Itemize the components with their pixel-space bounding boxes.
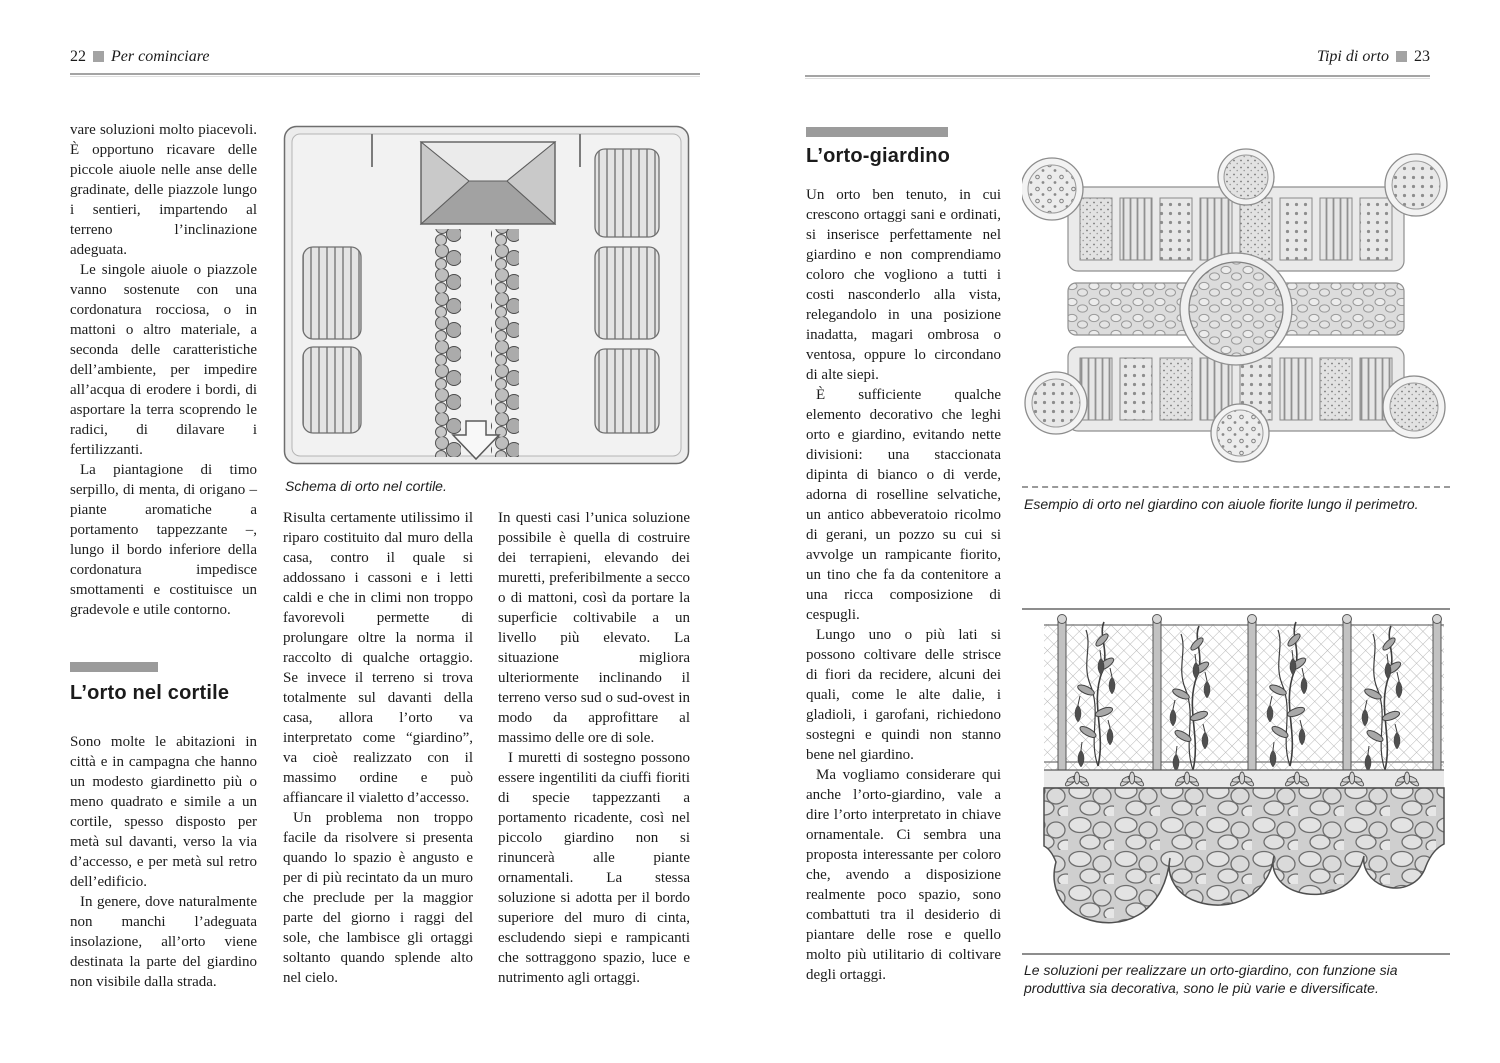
left-column-cortile — [70, 732, 257, 992]
paragraph: Ma vogliamo considerare qui anche l’orto-giardino, vale a dire l’orto interpretato in chiave ornamentale. Ci sembra una proposta interessante per coloro che, avendo a disposizione realmente poco spazio, sono combattuti tra il desiderio di piantare delle rose e quello molto più utilitario di coltivare degli ortaggi. — [806, 767, 1001, 983]
page-number-right: 23 — [1414, 48, 1430, 65]
paragraph: Lungo uno o più lati si possono coltivare delle strisce di fiori da recidere, alcuni dei quali, come le alte dalie, i gladioli, i garofani, richiedono sostegni e quindi non stanno bene nel giardino. — [806, 627, 1001, 763]
figure-courtyard-plan — [283, 125, 690, 465]
section-bar-left — [70, 662, 158, 672]
running-header-left — [70, 48, 700, 66]
header-rule-right — [805, 75, 1430, 77]
figure-fence-wall — [1022, 612, 1450, 953]
paragraph: In questi casi l’unica soluzione possibile è quella di costruire dei terrapieni, elevando dei muretti, preferibilmente a secco o di mattoni, così da portare la superficie coltivabile a un livello più elevato. La situazione migliora ulteriormente inclinando il terreno verso sud o sud-ovest in modo da approfittare al massimo delle ore di sole. — [498, 510, 690, 746]
running-header-right — [805, 48, 1430, 66]
figure-rule-top — [1022, 608, 1450, 610]
page-number-left: 22 — [70, 48, 86, 65]
figure-garden-caption: Esempio di orto nel giardino con aiuole fiorite lungo il perimetro. — [1024, 496, 1419, 512]
figure-separator-dashed — [1022, 486, 1450, 488]
figure-garden-plan — [1022, 137, 1450, 482]
paragraph: Risulta certamente utilissimo il riparo costituito dal muro della casa, contro il quale si addossano i cassoni e i letti caldi e che in climi non troppo favorevoli permette di prolungare oltre la norma il raccolto di qualche ortaggio. Se invece il terreno si trova totalmente sul davanti della casa, allora l’orto va interpretato come “giardino”, va cioè realizzato con il massimo ordine e può affiancare il vialetto d’accesso. — [283, 510, 473, 806]
left-column-2 — [283, 508, 473, 988]
header-square-marker — [1396, 51, 1407, 62]
paragraph: In genere, dove naturalmente non manchi l’adeguata insolazione, all’orto viene destinata la parte del giardino non visibile dalla strada. — [70, 894, 257, 990]
figure-courtyard-caption: Schema di orto nel cortile. — [285, 478, 447, 494]
paragraph: La piantagione di timo serpillo, di menta, di origano – piante aromatiche a portamento tappezzante –, lungo il bordo inferiore della cordonatura impedisce smottamenti e costituisce un gradevole e utile contorno. — [70, 462, 257, 618]
garden-plan-drawing — [1022, 137, 1450, 482]
left-column-intro — [70, 120, 257, 620]
section-heading-right: L’orto-giardino — [806, 145, 951, 167]
paragraph: vare soluzioni molto piacevoli. È opportuno ricavare delle piccole aiuole nelle anse delle gradinate, delle piazzole lungo i sentieri, impartendo al terreno l’inclinazione adeguata. — [70, 122, 257, 258]
paragraph: Sono molte le abitazioni in città e in campagna che hanno un modesto giardinetto più o meno quadrato e simile a un cortile, spesso disposto per metà sul davanti, verso la via d’accesso, e per metà sul retro dell’edificio. — [70, 734, 257, 890]
right-column-body — [806, 185, 1001, 985]
paragraph: I muretti di sostegno possono essere ingentiliti da ciuffi fioriti di specie tappezzanti a portamento ricadente, così nel piccolo giardino non si rinuncerà alle piante ornamentali. La stessa soluzione si adotta per il bordo superiore del muro di cinta, escludendo siepi e rampicanti che sottraggono spazio, luce e nutrimento agli ortaggi. — [498, 750, 690, 986]
running-title-left: Per cominciare — [111, 48, 210, 65]
figure-rule-bottom — [1022, 953, 1450, 955]
header-rule-left — [70, 73, 700, 75]
running-title-right: Tipi di orto — [1316, 48, 1389, 65]
header-square-marker — [93, 51, 104, 62]
left-column-3 — [498, 508, 690, 988]
central-stone-circle — [1180, 253, 1292, 365]
figure-fence-caption: Le soluzioni per realizzare un orto-giardino, con funzione sia produttiva sia decorativa, sono le più varie e diversificate. — [1024, 962, 1398, 996]
fence-wall-drawing — [1022, 612, 1450, 953]
paragraph: È sufficiente qualche elemento decorativo che leghi orto e giardino, evitando nette divisioni: una staccionata dipinta di bianco o di verde, adorna di roselline selvatiche, un antico abbeveratoio ricolmo di gerani, un pozzo su cui si avvolge un rampicante fiorito, un tino che fa da contenitore a una ricca composizione di cespugli. — [806, 387, 1001, 623]
section-heading-left: L’orto nel cortile — [70, 682, 230, 704]
paragraph: Un orto ben tenuto, in cui crescono ortaggi sani e ordinati, si inserisce perfettamente nel giardino e non comprendiamo coloro che vogliono a tutti i costi nasconderlo alla vista, relegandolo in una posizione inadatta, magari ombrosa o ventosa, oppure lo circondano di alte siepi. — [806, 187, 1001, 383]
stone-wall — [1044, 788, 1444, 923]
paragraph: Un problema non troppo facile da risolvere si presenta quando lo spazio è angusto e per di più recintato da un muro che preclude per la maggior parte del giorno i raggi del sole, che lambisce gli ortaggi soltanto quando splende alto nel cielo. — [283, 810, 473, 986]
house-roof — [421, 142, 555, 224]
courtyard-plan-drawing — [283, 125, 690, 465]
section-bar-right — [806, 127, 948, 137]
paragraph: Le singole aiuole o piazzole vanno sostenute con una cordonatura rocciosa, o in mattoni o altro materiale, a seconda delle caratteristiche dell’ambiente, per impedire all’acqua di erodere i bordi, di asportare la terra scoprendo le radici, di dilavare i fertilizzanti. — [70, 262, 257, 458]
